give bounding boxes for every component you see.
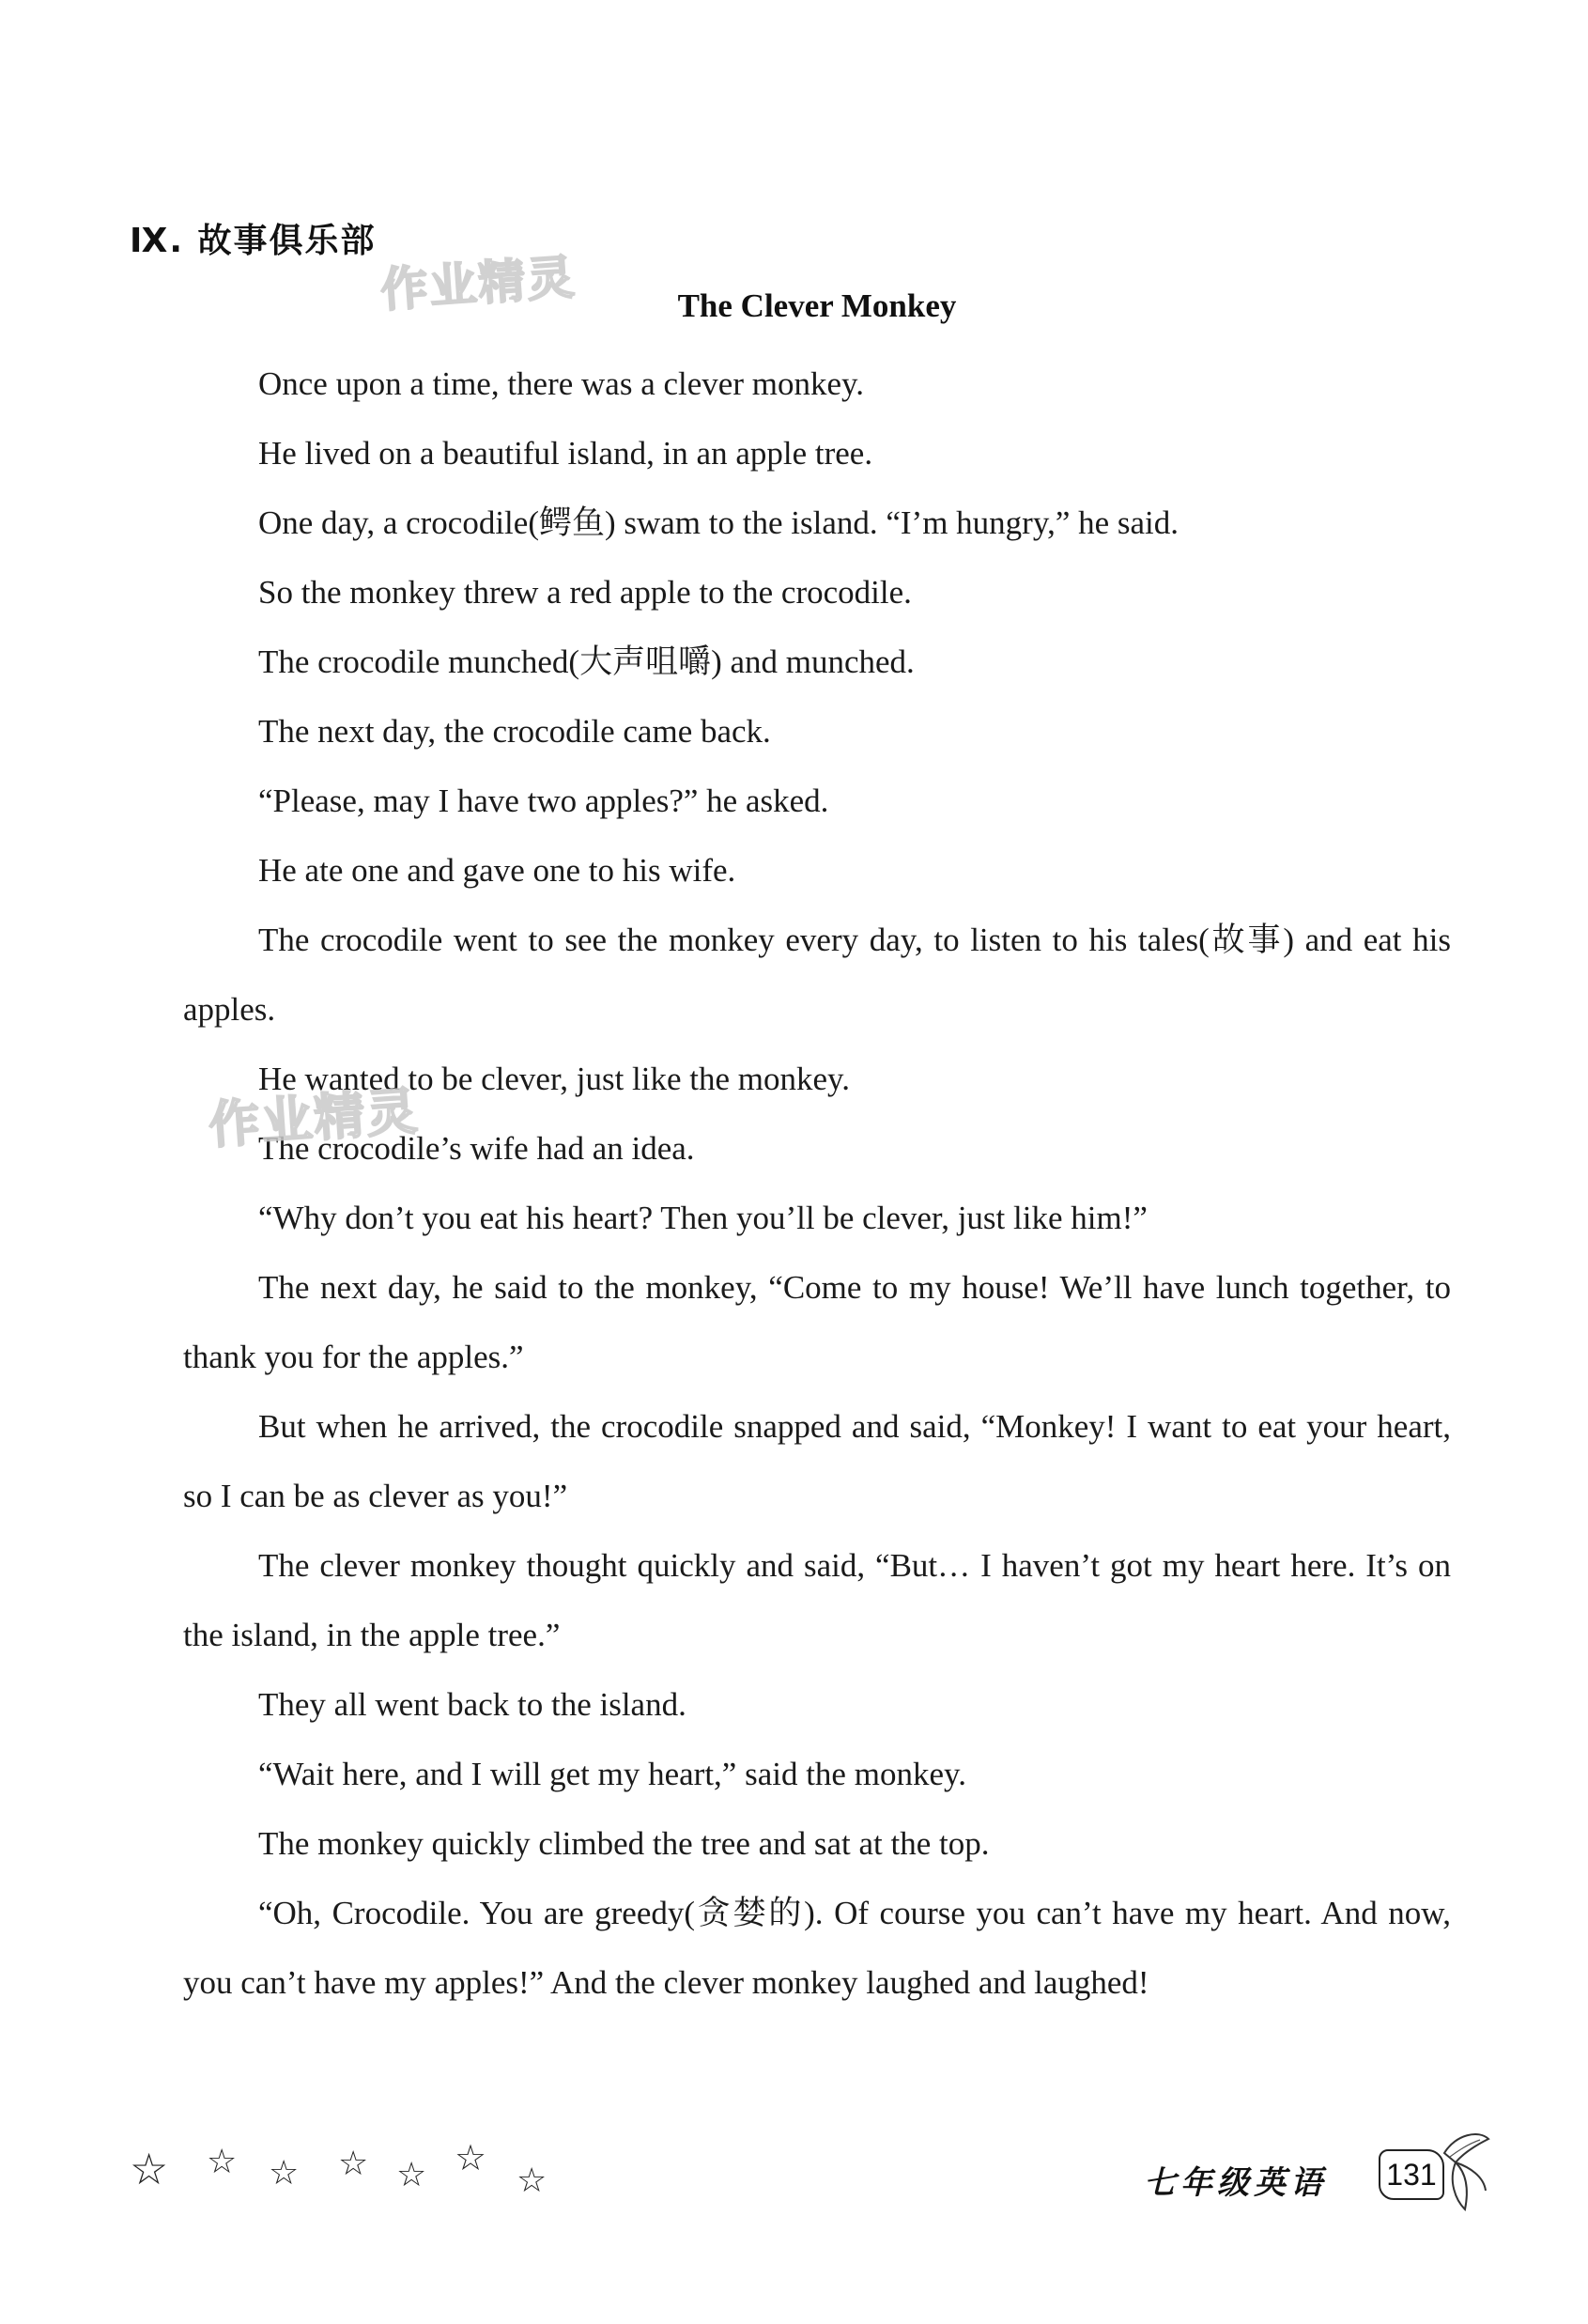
story-paragraph: They all went back to the island. — [258, 1686, 686, 1723]
star-outline-icon: ☆ — [516, 2161, 547, 2200]
story-paragraph: He lived on a beautiful island, in an apple tree. — [258, 435, 873, 472]
story-paragraph: The monkey quickly climbed the tree and sat at the top. — [258, 1825, 990, 1862]
story-title: The Clever Monkey — [677, 287, 957, 324]
star-outline-icon: ☆ — [207, 2143, 238, 2181]
story-paragraph: But when he arrived, the crocodile snapped and said, “Monkey! I want to eat your heart, so I can be as clever as you!” — [183, 1408, 1451, 1514]
story-paragraph: The next day, he said to the monkey, “Come to my house! We’ll have lunch together, to thank you for the apples.” — [183, 1269, 1451, 1375]
star-outline-icon: ☆ — [338, 2145, 369, 2183]
star-outline-icon: ☆ — [396, 2156, 427, 2194]
story-paragraph: “Why don’t you eat his heart? Then you’ll be clever, just like him!” — [258, 1200, 1148, 1236]
story-paragraph: He wanted to be clever, just like the monkey. — [258, 1061, 851, 1097]
footer-grade-subject: 七年级英语 — [1144, 2164, 1327, 2202]
watermark-logo: 作业精灵 — [378, 249, 578, 318]
story-paragraph: The crocodile’s wife had an idea. — [258, 1130, 695, 1167]
story-paragraph: “Wait here, and I will get my heart,” said the monkey. — [258, 1756, 966, 1792]
star-outline-icon: ☆ — [269, 2154, 300, 2192]
story-paragraph: “Please, may I have two apples?” he asked. — [258, 782, 829, 819]
story-paragraph: The clever monkey thought quickly and said, “But… I haven’t got my heart here. It’s on the island, in the apple tree.” — [183, 1547, 1451, 1653]
star-outline-icon: ☆ — [455, 2137, 487, 2178]
watermark-logo: 作业精灵 — [207, 1081, 422, 1155]
story-paragraph: “Oh, Crocodile. You are greedy(贪婪的). Of course you can’t have my heart. And now, you can’t have my apples!” And the clever monkey laughed and laughed! — [183, 1895, 1451, 2001]
story-paragraph: Once upon a time, there was a clever monkey. — [258, 365, 864, 402]
story-body — [183, 349, 1451, 2018]
story-paragraph: The crocodile went to see the monkey every day, to listen to his tales(故事) and eat his apples. — [183, 922, 1451, 1028]
story-paragraph: He ate one and gave one to his wife. — [258, 852, 736, 889]
footer-stars — [130, 2137, 571, 2217]
story-paragraph: So the monkey threw a red apple to the crocodile. — [258, 574, 912, 611]
story-paragraph: The crocodile munched(大声咀嚼) and munched. — [258, 643, 915, 680]
leaf-ornament-icon — [1437, 2125, 1493, 2219]
section-heading: Ⅸ. 故事俱乐部 — [130, 222, 377, 260]
story-paragraph: One day, a crocodile(鳄鱼) swam to the island. “I’m hungry,” he said. — [258, 504, 1179, 541]
story-paragraph: The next day, the crocodile came back. — [258, 713, 771, 750]
page-number: 131 — [1379, 2149, 1444, 2200]
star-outline-icon: ☆ — [130, 2144, 169, 2194]
